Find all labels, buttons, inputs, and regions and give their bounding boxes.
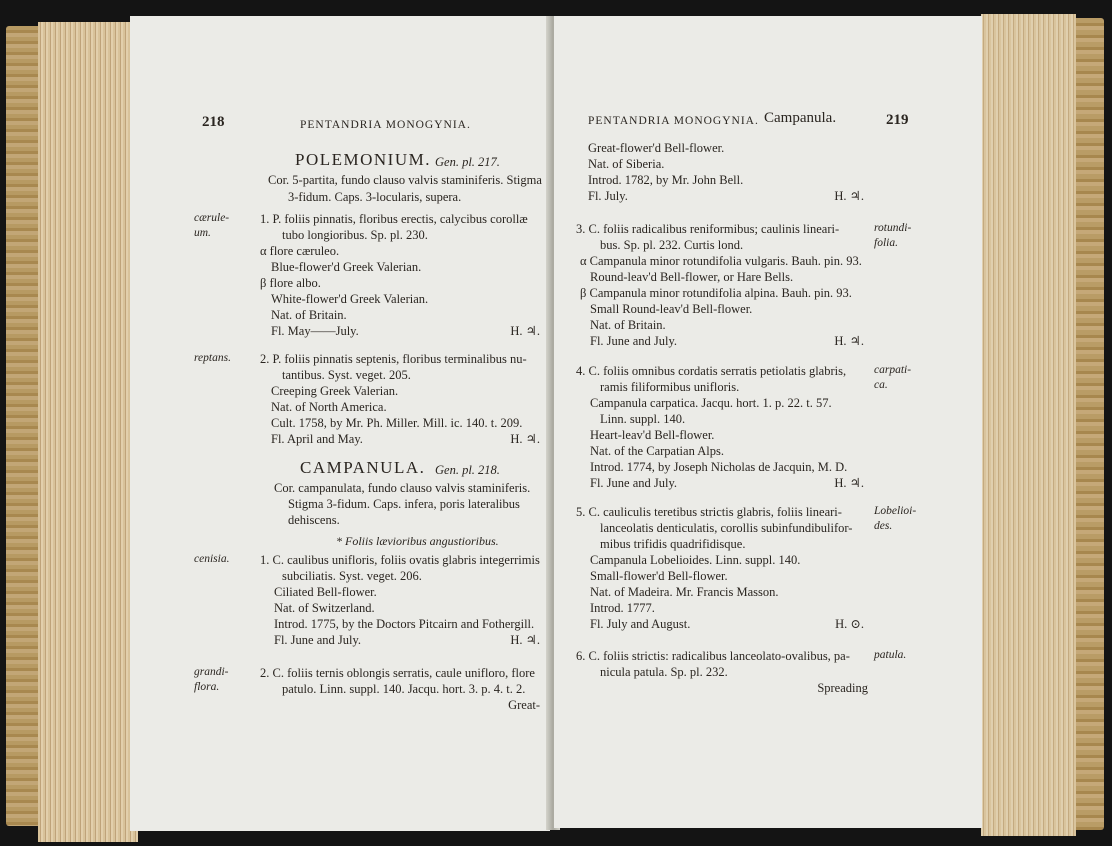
flowering-line: Fl. June and July. <box>274 633 362 647</box>
introduction-line: Introd. 1782, by Mr. John Bell. <box>588 173 744 187</box>
flowering-line: Fl. June and July. <box>590 476 678 490</box>
synonym-line: Linn. suppl. 140. <box>600 412 686 426</box>
hardiness-mark: H. ⊙. <box>835 617 864 631</box>
genus-character: dehiscens. <box>288 513 340 527</box>
species-epithet: patula. <box>874 649 907 661</box>
flowering-line: Fl. June and July. <box>590 334 678 348</box>
right-page-block <box>981 14 1076 836</box>
hardiness-mark: H. ♃. <box>510 324 540 338</box>
running-head: PENTANDRIA MONOGYNIA. <box>588 115 759 127</box>
native-line: Nat. of the Carpatian Alps. <box>590 444 724 458</box>
common-name: Creeping Greek Valerian. <box>271 384 399 398</box>
flowering-line: Fl. July. <box>588 189 628 203</box>
common-name: Small-flower'd Bell-flower. <box>590 569 728 583</box>
running-head-genus: Campanula. <box>764 110 837 126</box>
species-description: tantibus. Syst. veget. 205. <box>282 368 411 382</box>
common-name: White-flower'd Greek Valerian. <box>271 292 429 306</box>
common-name: Small Round-leav'd Bell-flower. <box>590 302 753 316</box>
flowering-line: Fl. April and May. <box>271 432 363 446</box>
genus-character: Cor. 5-partita, fundo clauso valvis staminiferis. Stigma <box>268 173 542 187</box>
species-epithet: cærule-um. <box>194 212 230 239</box>
native-line: Nat. of Britain. <box>271 308 347 322</box>
introduction-line: Introd. 1774, by Joseph Nicholas de Jacquin, M. D. <box>590 460 848 474</box>
common-name: Great-flower'd Bell-flower. <box>588 141 725 155</box>
section-heading: * Foliis lævioribus angustioribus. <box>336 534 499 548</box>
right-page <box>554 16 982 828</box>
genus-reference: Gen. pl. 217. <box>435 155 500 169</box>
hardiness-mark: H. ♃. <box>834 334 864 348</box>
species-epithet: Lobelioi-des. <box>874 505 917 532</box>
open-book <box>6 8 1106 838</box>
genus-reference: Gen. pl. 218. <box>435 463 500 477</box>
native-line: Nat. of Madeira. Mr. Francis Masson. <box>590 585 779 599</box>
species-epithet: rotundi-folia. <box>874 222 912 249</box>
flowering-line: Fl. May——July. <box>271 324 359 338</box>
cultivation-line: Cult. 1758, by Mr. Ph. Miller. Mill. ic. 140. t. 209. <box>271 416 523 430</box>
common-name: Blue-flower'd Greek Valerian. <box>271 260 422 274</box>
native-line: Nat. of Siberia. <box>588 157 665 171</box>
species-description: subciliatis. Syst. veget. 206. <box>282 569 422 583</box>
species-epithet: cenisia. <box>194 553 230 565</box>
hardiness-mark: H. ♃. <box>834 189 864 203</box>
species-epithet: carpati-ca. <box>874 364 912 391</box>
native-line: Nat. of North America. <box>271 400 387 414</box>
species-description: 2. P. foliis pinnatis septenis, floribus terminalibus nu- <box>260 352 527 366</box>
variety-line: α Campanula minor rotundifolia vulgaris. Bauh. pin. 93. <box>580 254 862 268</box>
genus-character: 3-fidum. Caps. 3-locularis, supera. <box>288 190 462 204</box>
variety-line: α flore cæruleo. <box>260 244 340 258</box>
species-epithet: reptans. <box>194 352 231 364</box>
species-description: ramis filiformibus unifloris. <box>600 380 740 394</box>
page-number: 219 <box>886 112 909 128</box>
left-page-block <box>38 22 138 842</box>
species-description: bus. Sp. pl. 232. Curtis lond. <box>600 238 744 252</box>
introduction-line: Introd. 1777. <box>590 601 655 615</box>
species-description: nicula patula. Sp. pl. 232. <box>600 665 728 679</box>
introduction-line: Introd. 1775, by the Doctors Pitcairn and Fothergill. <box>274 617 535 631</box>
genus-title-campanula: CAMPANULA. <box>300 458 426 477</box>
hardiness-mark: H. ♃. <box>834 476 864 490</box>
flowering-line: Fl. July and August. <box>590 617 691 631</box>
running-head: PENTANDRIA MONOGYNIA. <box>300 119 471 131</box>
species-description: tubo longioribus. Sp. pl. 230. <box>282 228 428 242</box>
species-description: 3. C. foliis radicalibus reniformibus; caulinis lineari- <box>576 222 840 236</box>
common-name: Heart-leav'd Bell-flower. <box>590 428 715 442</box>
species-description: 4. C. foliis omnibus cordatis serratis petiolatis glabris, <box>576 364 847 378</box>
common-name: Ciliated Bell-flower. <box>274 585 377 599</box>
catchword: Great- <box>508 698 540 712</box>
species-description: patulo. Linn. suppl. 140. Jacqu. hort. 3. p. 4. t. 2. <box>282 682 526 696</box>
species-epithet: grandi-flora. <box>194 666 229 693</box>
variety-line: β Campanula minor rotundifolia alpina. Bauh. pin. 93. <box>580 286 852 300</box>
page-number: 218 <box>202 114 225 130</box>
species-description: 5. C. cauliculis teretibus strictis glabris, foliis lineari- <box>576 505 842 519</box>
native-line: Nat. of Switzerland. <box>274 601 375 615</box>
catchword: Spreading <box>817 681 868 695</box>
hardiness-mark: H. ♃. <box>510 432 540 446</box>
species-description: 1. P. foliis pinnatis, floribus erectis, calycibus corollæ <box>260 212 528 226</box>
genus-title-polemonium: POLEMONIUM. <box>295 150 431 169</box>
native-line: Nat. of Britain. <box>590 318 666 332</box>
hardiness-mark: H. ♃. <box>510 633 540 647</box>
genus-character: Cor. campanulata, fundo clauso valvis staminiferis. <box>274 481 531 495</box>
variety-line: β flore albo. <box>260 276 321 290</box>
synonym-line: Campanula Lobelioides. Linn. suppl. 140. <box>590 553 801 567</box>
species-description: lanceolatis denticulatis, corollis subinfundibulifor- <box>600 521 853 535</box>
common-name: Round-leav'd Bell-flower, or Hare Bells. <box>590 270 794 284</box>
species-description: 1. C. caulibus unifloris, foliis ovatis glabris integerrimis <box>260 553 540 567</box>
genus-character: Stigma 3-fidum. Caps. infera, poris lateralibus <box>288 497 520 511</box>
synonym-line: Campanula carpatica. Jacqu. hort. 1. p. 22. t. 57. <box>590 396 832 410</box>
species-description: 2. C. foliis ternis oblongis serratis, caule unifloro, flore <box>260 666 535 680</box>
species-description: 6. C. foliis strictis: radicalibus lanceolato-ovalibus, pa- <box>576 649 850 663</box>
species-description: mibus trifidis quadrifidisque. <box>600 537 746 551</box>
left-page <box>130 16 550 831</box>
